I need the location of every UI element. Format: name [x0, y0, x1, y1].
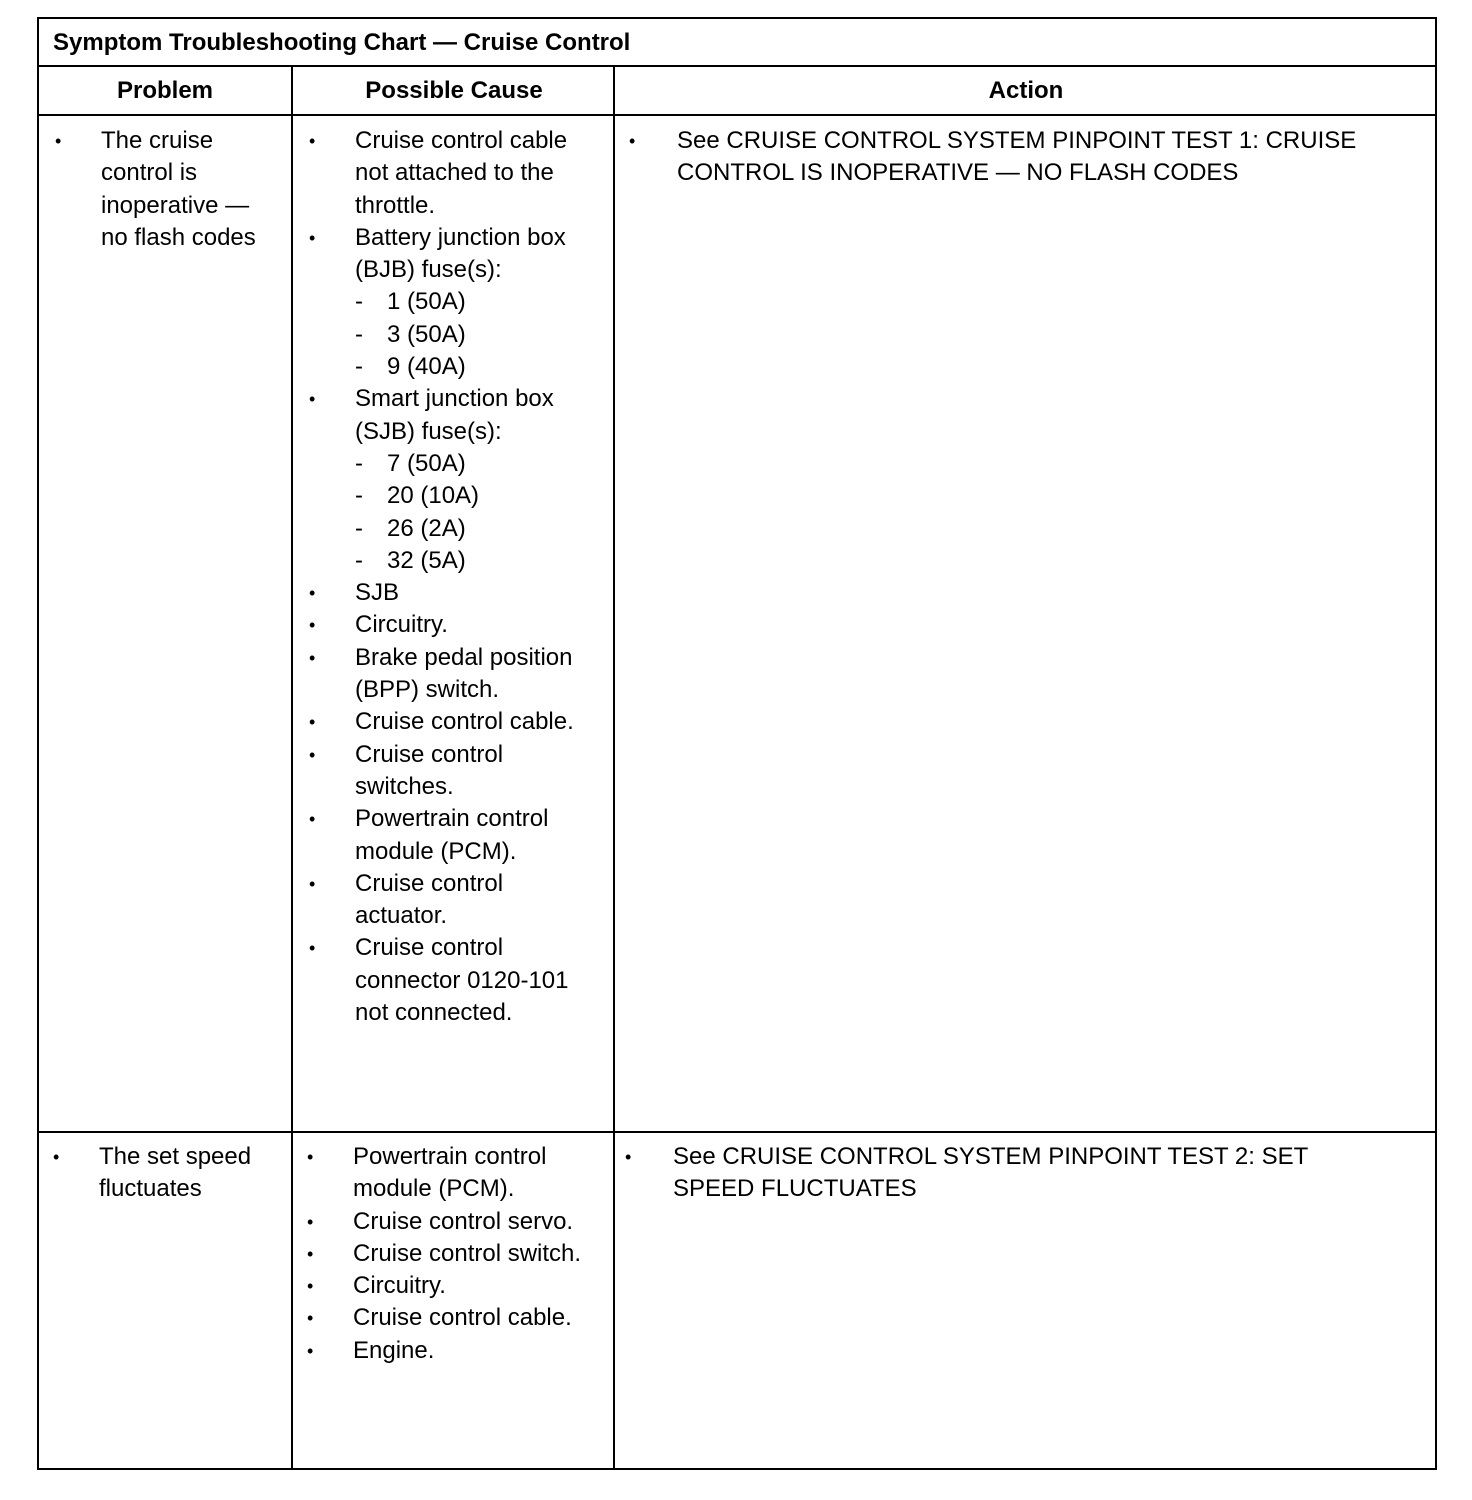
cause-text: Powertrain control module (PCM).: [353, 1143, 547, 1203]
header-possible-cause: Possible Cause: [365, 77, 543, 104]
bullet-icon: •: [625, 1147, 632, 1167]
cause-text: Circuitry.: [353, 1272, 446, 1300]
list-item: [299, 706, 599, 738]
cause-cell: [297, 1141, 597, 1367]
cause-text: Cruise control cable.: [355, 708, 574, 736]
list-item: [297, 1141, 597, 1206]
fuse-text: 1 (50A): [387, 288, 466, 316]
bullet-icon: •: [309, 938, 316, 959]
fuse-text: 3 (50A): [387, 320, 466, 348]
action-text: See CRUISE CONTROL SYSTEM PINPOINT TEST 2: SET SPEED FLUCTUATES: [673, 1143, 1308, 1203]
header-problem: Problem: [116, 77, 214, 104]
dash-icon: -: [355, 353, 363, 381]
troubleshooting-chart: [37, 17, 1437, 1470]
bullet-icon: •: [307, 1211, 314, 1232]
action-cell: [619, 1141, 1379, 1206]
list-item: [297, 1302, 597, 1334]
dash-icon: -: [355, 288, 363, 316]
bullet-icon: •: [307, 1147, 314, 1167]
problem-text: The cruise control is inoperative — no flash codes: [101, 127, 256, 251]
chart-title: Symptom Troubleshooting Chart — Cruise Control: [39, 19, 1435, 67]
dash-icon: -: [355, 320, 363, 348]
fuse-text: 26 (2A): [387, 514, 466, 542]
list-item: [299, 609, 599, 641]
cause-text: Cruise control cable.: [353, 1304, 572, 1332]
cause-text: Cruise control actuator.: [355, 869, 504, 930]
cause-text: Cruise control connector 0120-101 not connected.: [355, 934, 569, 1027]
list-item: [299, 642, 599, 707]
cause-text: Brake pedal position (BPP) switch.: [355, 643, 573, 704]
sub-item: [355, 513, 599, 545]
sub-item: [355, 545, 599, 577]
cause-text: Cruise control switch.: [353, 1239, 582, 1267]
bullet-icon: •: [309, 227, 316, 248]
fuse-text: 7 (50A): [387, 449, 466, 477]
sub-item: [355, 480, 599, 512]
fuse-text: 9 (40A): [387, 353, 466, 381]
cause-text: Smart junction box (SJB) fuse(s):: [355, 385, 554, 445]
cause-text: Cruise control switches.: [355, 740, 504, 800]
cause-text: Engine.: [353, 1336, 435, 1364]
list-item: [41, 125, 277, 254]
bullet-icon: •: [309, 583, 316, 604]
list-item: [299, 803, 599, 868]
list-item: [299, 383, 599, 577]
header-action: Action: [988, 77, 1064, 104]
bullet-icon: •: [309, 647, 316, 668]
list-item: [299, 932, 599, 1029]
dash-icon: -: [355, 449, 363, 477]
list-item: [41, 1141, 277, 1206]
cause-text: Powertrain control module (PCM).: [355, 805, 549, 865]
problem-cell: [41, 1141, 277, 1206]
list-item: [297, 1270, 597, 1302]
list-item: [297, 1335, 597, 1367]
bullet-icon: •: [307, 1243, 314, 1264]
list-item: [299, 125, 599, 222]
action-cell: [623, 125, 1383, 190]
cause-text: Cruise control servo.: [353, 1207, 574, 1235]
bullet-icon: •: [309, 809, 316, 830]
bullet-icon: •: [309, 744, 316, 765]
cause-text: Circuitry.: [355, 611, 448, 639]
bullet-icon: •: [53, 1147, 60, 1167]
dash-icon: -: [355, 546, 363, 574]
bullet-icon: •: [307, 1276, 314, 1297]
list-item: [297, 1206, 597, 1238]
sub-item: [355, 319, 599, 351]
fuse-text: 32 (5A): [387, 546, 466, 574]
action-text: See CRUISE CONTROL SYSTEM PINPOINT TEST 1: CRUISE CONTROL IS INOPERATIVE — NO FLASH CODES: [677, 127, 1357, 187]
fuse-text: 20 (10A): [387, 482, 480, 510]
bullet-icon: •: [309, 131, 316, 151]
bullet-icon: •: [309, 389, 316, 410]
list-item: [623, 125, 1383, 190]
problem-cell: [41, 125, 277, 254]
list-item: [619, 1141, 1379, 1206]
sub-item: [355, 351, 599, 383]
dash-icon: -: [355, 482, 363, 510]
sub-item: [355, 286, 599, 318]
bullet-icon: •: [309, 873, 316, 894]
bullet-icon: •: [629, 131, 636, 151]
list-item: [297, 1238, 597, 1270]
bullet-icon: •: [307, 1308, 314, 1329]
row-divider: [39, 1131, 1435, 1133]
cause-text: SJB: [355, 579, 400, 607]
bullet-icon: •: [55, 131, 62, 151]
cause-cell: [299, 125, 599, 1029]
bullet-icon: •: [309, 615, 316, 636]
list-item: [299, 577, 599, 609]
list-item: [299, 868, 599, 933]
list-item: [299, 739, 599, 804]
header-row: [39, 67, 1435, 116]
cause-text: Battery junction box (BJB) fuse(s):: [355, 223, 566, 284]
column-divider: [291, 67, 293, 1468]
bullet-icon: •: [309, 712, 316, 733]
cause-text: Cruise control cable not attached to the throttle.: [355, 127, 568, 219]
dash-icon: -: [355, 514, 363, 542]
problem-text: The set speed fluctuates: [99, 1143, 252, 1203]
bullet-icon: •: [307, 1340, 314, 1361]
column-divider: [613, 67, 615, 1468]
sub-item: [355, 448, 599, 480]
list-item: [299, 222, 599, 383]
